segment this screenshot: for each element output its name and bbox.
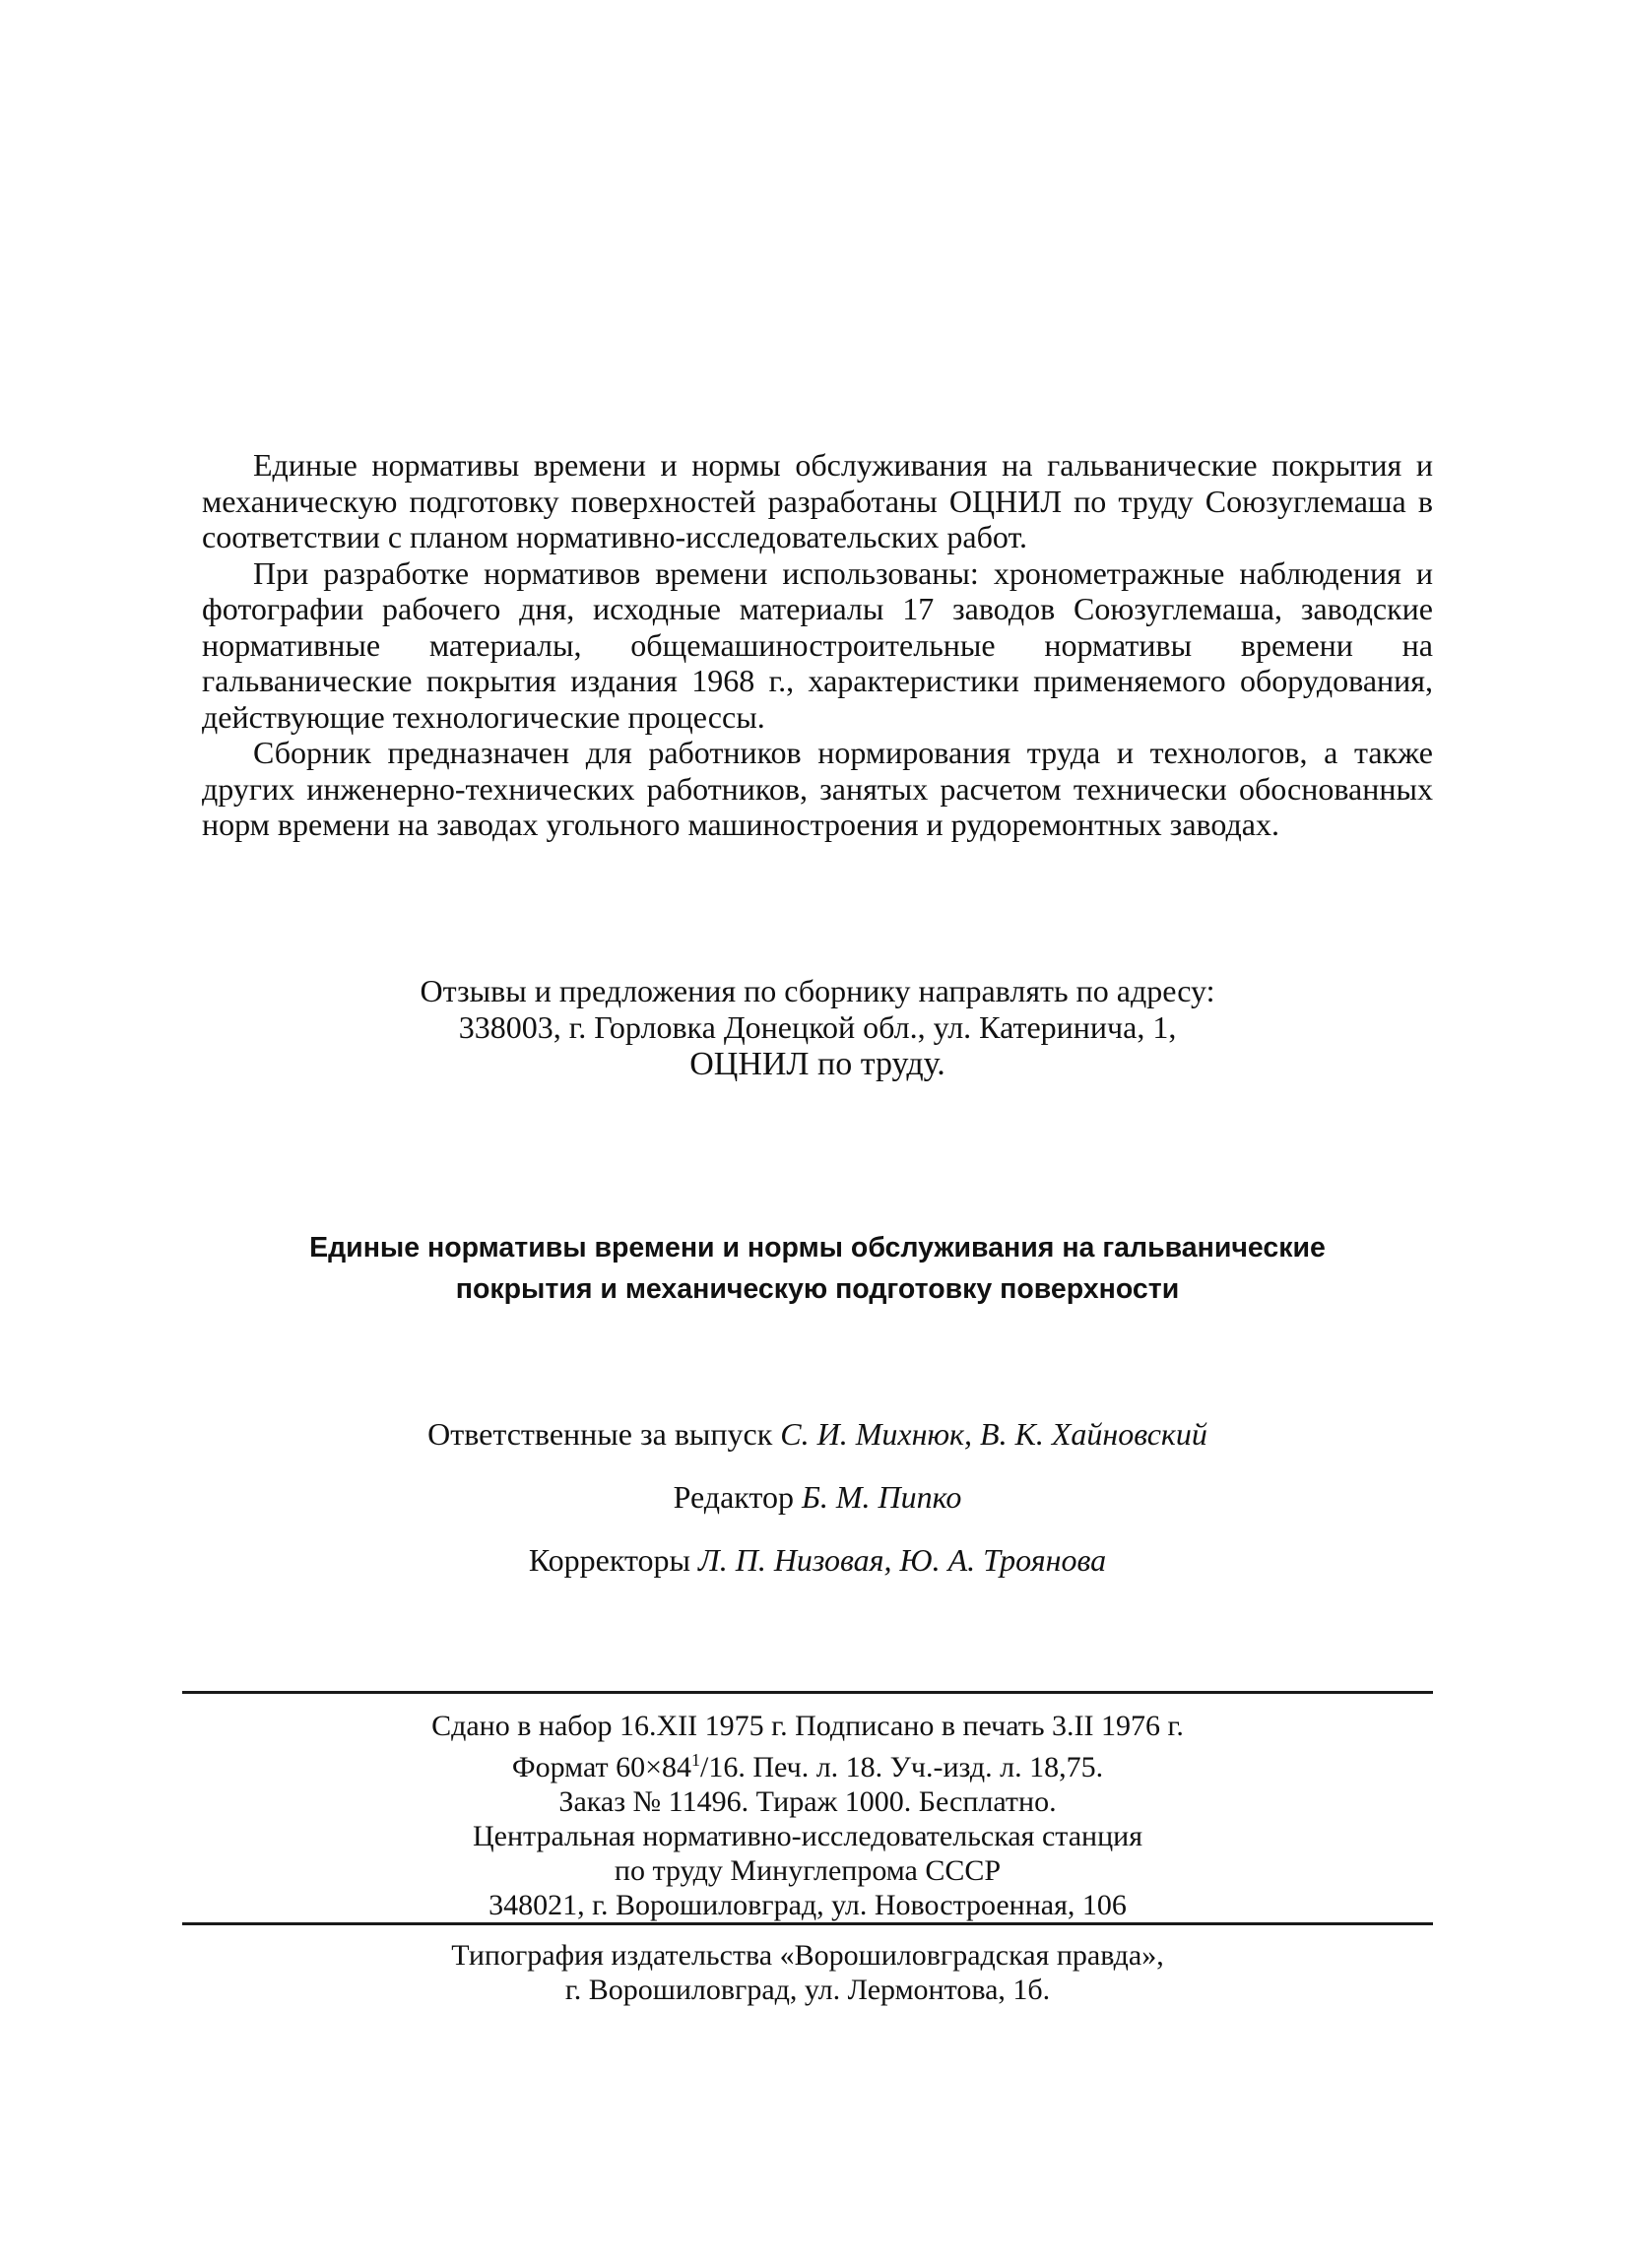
imprint-line: Центральная нормативно-исследовательская станция <box>472 1820 1143 1852</box>
intro-paragraph: Сборник предназначен для работников нормирования труда и технологов, а также других инженерно-технических работников, занятых расчетом технически обоснованных норм времени на заводах угольного машиностроения и рудоремонтных заводах. <box>202 735 1433 842</box>
imprint-format-prefix: Формат 60×84 <box>511 1751 692 1783</box>
intro-paragraph: Единые нормативы времени и нормы обслуживания на гальванические покрытия и механическую подготовку поверхностей разработаны ОЦНИЛ по труду Союзуглемаша в соответствии с планом нормативно-исследовательских работ. <box>202 447 1433 554</box>
credit-correctors <box>202 1528 1433 1591</box>
intro-text <box>202 447 1433 843</box>
imprint-format-rest: /16. Печ. л. 18. Уч.-изд. л. 18,75. <box>700 1751 1104 1783</box>
imprint-line: Заказ № 11496. Тираж 1000. Бесплатно. <box>558 1785 1057 1818</box>
book-title-line: покрытия и механическую подготовку поверхности <box>455 1273 1180 1305</box>
credit-label: Редактор <box>673 1479 794 1515</box>
imprint-block <box>182 1709 1433 1922</box>
credit-label: Корректоры <box>528 1542 691 1578</box>
address-line: Отзывы и предложения по сборнику направлять по адресу: <box>420 973 1215 1008</box>
divider <box>182 1691 1433 1694</box>
credit-responsible <box>202 1402 1433 1465</box>
printer-line: Типография издательства «Ворошиловградская правда», <box>451 1939 1164 1972</box>
imprint-line: 348021, г. Ворошиловград, ул. Новостроенная, 106 <box>488 1889 1127 1921</box>
book-title-line: Единые нормативы времени и нормы обслуживания на гальванические <box>309 1232 1326 1264</box>
imprint-format-line <box>182 1743 1433 1784</box>
intro-paragraph: При разработке нормативов времени использованы: хронометражные наблюдения и фотографии рабочего дня, исходные материалы 17 заводов Союзуглемаша, заводские нормативные материалы, общемашиностроительные нормативы времени на гальванические покрытия издания 1968 г., характеристики применяемого оборудования, действующие технологические процессы. <box>202 554 1433 735</box>
credit-names: Б. М. Пипко <box>801 1479 962 1515</box>
credit-names: Л. П. Низовая, Ю. А. Троянова <box>698 1542 1107 1578</box>
imprint-line: по труду Минуглепрома СССР <box>614 1854 1002 1887</box>
address-line: 338003, г. Горловка Донецкой обл., ул. Катеринича, 1, <box>458 1009 1177 1045</box>
credits <box>202 1402 1433 1591</box>
printer-line: г. Ворошиловград, ул. Лермонтова, 1б. <box>564 1974 1051 2006</box>
printer-info <box>182 1938 1433 2007</box>
feedback-address <box>202 973 1433 1082</box>
address-line: ОЦНИЛ по труду. <box>689 1046 945 1082</box>
imprint-format-sup: 1 <box>691 1750 701 1770</box>
book-title <box>202 1227 1433 1310</box>
divider <box>182 1922 1433 1925</box>
credit-editor <box>202 1465 1433 1528</box>
credit-label: Ответственные за выпуск <box>427 1416 773 1452</box>
credit-names: С. И. Михнюк, В. К. Хайновский <box>780 1416 1207 1452</box>
imprint-line: Сдано в набор 16.XII 1975 г. Подписано в печать 3.II 1976 г. <box>431 1710 1184 1742</box>
